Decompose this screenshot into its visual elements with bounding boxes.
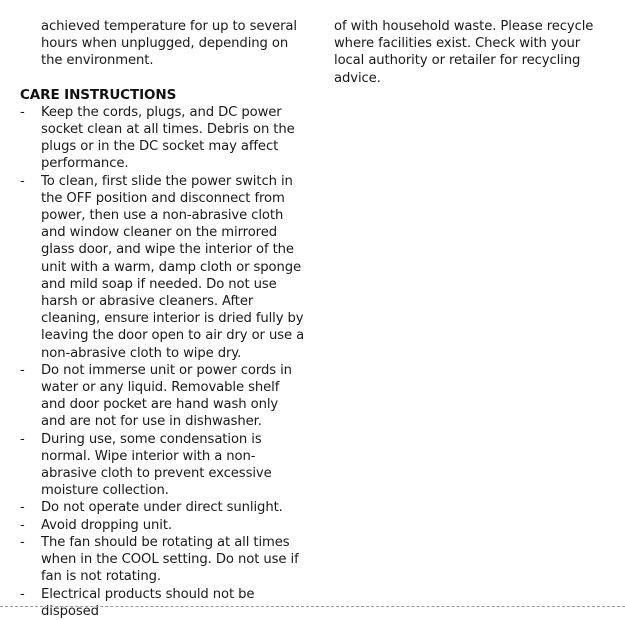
left-column: [20, 18, 305, 620]
right-column: [334, 18, 604, 87]
list-item: [20, 517, 305, 534]
list-item: [20, 362, 305, 431]
bullet-dash: -: [20, 534, 25, 550]
bullet-dash: -: [20, 517, 25, 533]
bullet-dash: -: [20, 362, 25, 378]
list-item-text: The fan should be rotating at all times when in the COOL setting. Do not use if fan is not rotating.: [41, 534, 299, 585]
care-instructions-list: [20, 104, 305, 620]
bullet-dash: -: [20, 500, 25, 516]
list-item-text: To clean, first slide the power switch in the OFF position and disconnect from power, then use a non-abrasive cloth and window cleaner on the mirrored glass door, and wipe the interior of the unit with a warm, damp cloth or sponge and mild soap if needed. Do not use harsh or abrasive cleaners. After cleaning, ensure interior is dried fully by leaving the door open to air dry or use a non-abrasive cloth to wipe dry.: [41, 173, 305, 361]
list-item-text: Avoid dropping unit.: [41, 517, 172, 533]
list-item: [20, 499, 305, 516]
list-item: [20, 104, 305, 173]
list-item-text: Do not immerse unit or power cords in water or any liquid. Removable shelf and door pocket are hand wash only and are not for use in dishwasher.: [41, 362, 292, 430]
list-item: [20, 534, 305, 586]
bullet-dash: -: [20, 173, 25, 189]
continued-paragraph: achieved temperature for up to several hours when unplugged, depending on the environment.: [41, 19, 297, 69]
list-item: [20, 431, 305, 500]
care-instructions-heading: CARE INSTRUCTIONS: [20, 86, 177, 103]
list-item-text: During use, some condensation is normal. Wipe interior with a non-abrasive cloth to prevent excessive moisture collection.: [41, 431, 272, 499]
continued-paragraph: of with household waste. Please recycle where facilities exist. Check with your local authority or retailer for recycling advice.: [334, 19, 594, 86]
list-item-text: Electrical products should not be disposed: [41, 586, 255, 619]
list-item: [20, 586, 305, 620]
bullet-dash: -: [20, 586, 25, 602]
list-item-text: Keep the cords, plugs, and DC power socket clean at all times. Debris on the plugs or in the DC socket may affect performance.: [41, 104, 295, 172]
list-item-text: Do not operate under direct sunlight.: [41, 500, 283, 516]
bullet-dash: -: [20, 104, 25, 120]
page-bottom-rule: [0, 606, 625, 607]
bullet-dash: -: [20, 431, 25, 447]
list-item: [20, 173, 305, 362]
